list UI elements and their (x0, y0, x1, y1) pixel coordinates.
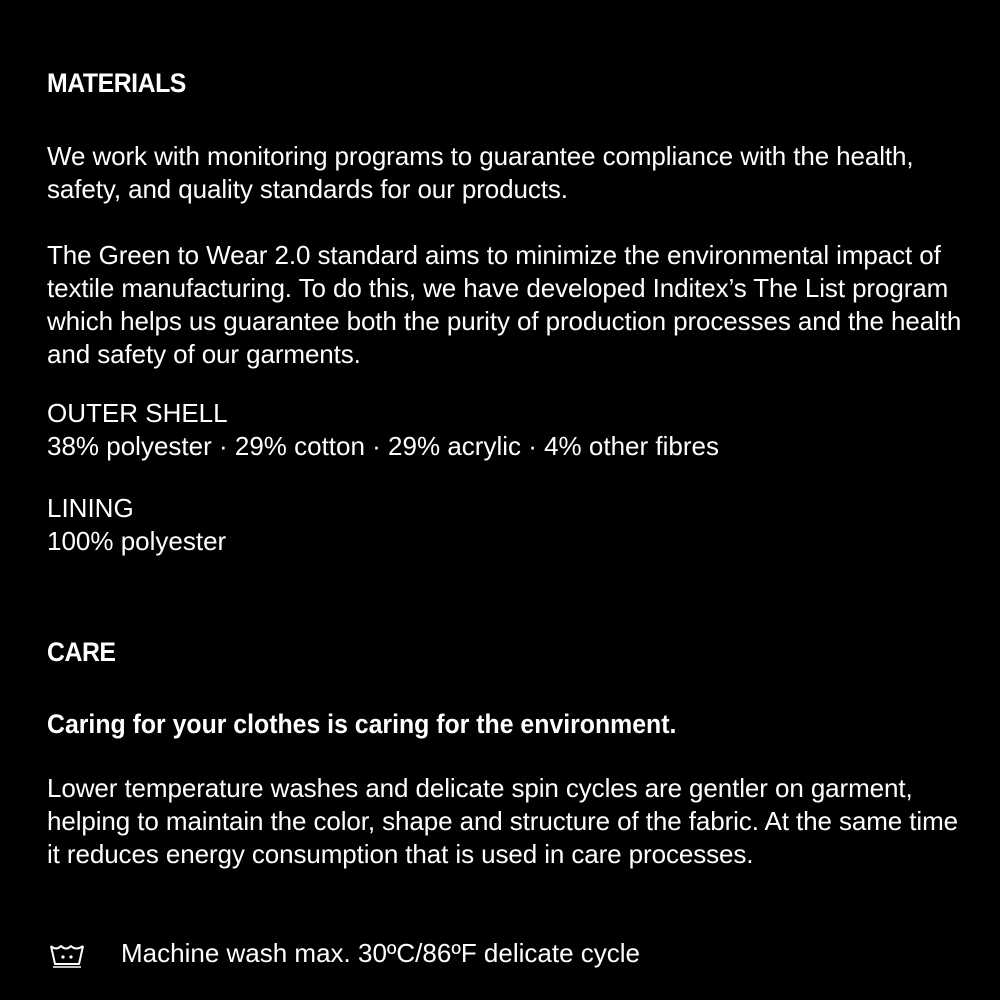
care-description-text: Lower temperature washes and delicate spin cycles are gentler on garment, helping to maintain the color, shape and structure of the fabric. At the same time it reduces energy consumption that is used in care processes. (47, 773, 958, 869)
outer-shell-section (47, 397, 719, 463)
outer-shell-label: OUTER SHELL (47, 398, 228, 428)
care-lead-text: Caring for your clothes is caring for the environment. (47, 709, 677, 739)
lining-section (47, 492, 226, 558)
machine-wash-30-delicate-icon (47, 940, 87, 968)
materials-green-to-wear-text: The Green to Wear 2.0 standard aims to minimize the environmental impact of textile manufacturing. To do this, we have developed Inditex’s The List program which helps us guarantee both the purity of production processes and the health and safety of our garments. (47, 240, 962, 369)
care-heading: CARE (47, 637, 116, 667)
lining-composition: 100% polyester (47, 526, 227, 556)
outer-shell-composition: 38% polyester · 29% cotton · 29% acrylic · 4% other fibres (47, 431, 719, 461)
materials-heading: MATERIALS (47, 68, 186, 98)
care-instruction-row (47, 937, 640, 970)
care-instruction-text: Machine wash max. 30ºC/86ºF delicate cycle (121, 938, 640, 968)
materials-compliance-text: We work with monitoring programs to guarantee compliance with the health, safety, and quality standards for our products. (47, 141, 914, 204)
lining-label: LINING (47, 493, 134, 523)
